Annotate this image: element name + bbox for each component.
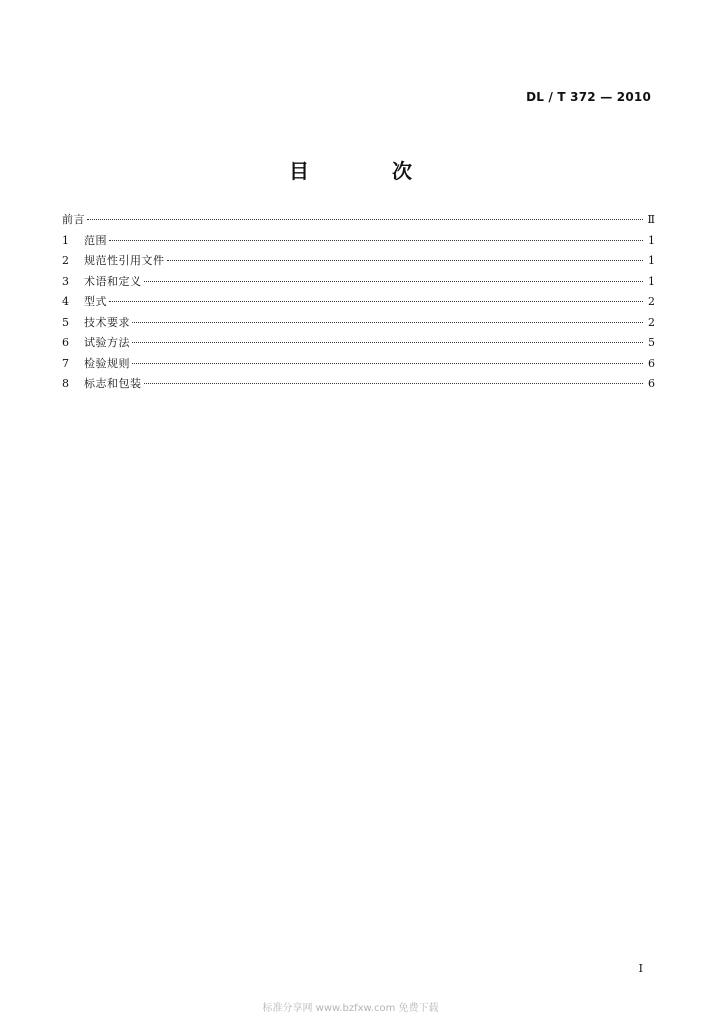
toc-entry-number: 4 [62, 295, 69, 308]
toc-entry-number: 6 [62, 336, 69, 349]
toc-entry-label: 型式 [84, 295, 107, 308]
toc-entry-label: 试验方法 [84, 336, 130, 349]
watermark: 标准分享网 www.bzfxw.com 免费下载 [262, 1003, 439, 1014]
document-code: DL / T 372 — 2010 [526, 90, 651, 104]
toc-entry-page: 1 [648, 254, 655, 267]
toc-entry-label: 技术要求 [84, 315, 130, 329]
toc-entry-scope[interactable] [62, 231, 655, 252]
toc-entry-page: 6 [648, 356, 655, 370]
toc-entry-page: 5 [648, 336, 655, 349]
toc-entry-label: 范围 [84, 233, 107, 247]
toc-entry-number: 3 [62, 274, 69, 288]
toc-entry-normative-references[interactable] [62, 251, 655, 272]
page-number: I [638, 962, 643, 975]
toc-dot-leader [144, 383, 644, 384]
toc-entry-label: 前言 [62, 213, 85, 226]
toc-entry-number: 8 [62, 377, 69, 390]
toc-entry-page: 1 [648, 274, 655, 288]
toc-dot-leader [87, 219, 643, 220]
toc-entry-page: 2 [648, 295, 655, 308]
toc-entry-page: Ⅱ [647, 213, 655, 226]
toc-dot-leader [132, 363, 643, 364]
toc-entry-page: 6 [648, 377, 655, 390]
toc-dot-leader [144, 281, 644, 282]
toc-entry-page: 1 [648, 233, 655, 247]
toc-entry-type[interactable] [62, 292, 655, 313]
toc-entry-label: 标志和包装 [84, 377, 142, 390]
toc-list [62, 210, 655, 395]
toc-entry-label: 术语和定义 [84, 274, 142, 288]
toc-dot-leader [167, 260, 644, 261]
toc-dot-leader [132, 342, 643, 343]
toc-title: 目 次 [289, 159, 450, 183]
toc-entry-test-methods[interactable] [62, 333, 655, 354]
toc-dot-leader [109, 301, 643, 302]
toc-entry-number: 1 [62, 233, 69, 247]
toc-entry-number: 7 [62, 356, 69, 370]
toc-entry-page: 2 [648, 315, 655, 329]
toc-entry-terms-definitions[interactable] [62, 272, 655, 293]
toc-entry-marking-packaging[interactable] [62, 374, 655, 395]
toc-entry-technical-requirements[interactable] [62, 313, 655, 334]
toc-entry-number: 2 [62, 254, 69, 267]
toc-dot-leader [109, 240, 643, 241]
toc-entry-inspection-rules[interactable] [62, 354, 655, 375]
toc-entry-label: 规范性引用文件 [84, 254, 165, 267]
toc-entry-number: 5 [62, 315, 69, 329]
toc-entry-foreword[interactable] [62, 210, 655, 231]
toc-dot-leader [132, 322, 643, 323]
toc-entry-label: 检验规则 [84, 356, 130, 370]
